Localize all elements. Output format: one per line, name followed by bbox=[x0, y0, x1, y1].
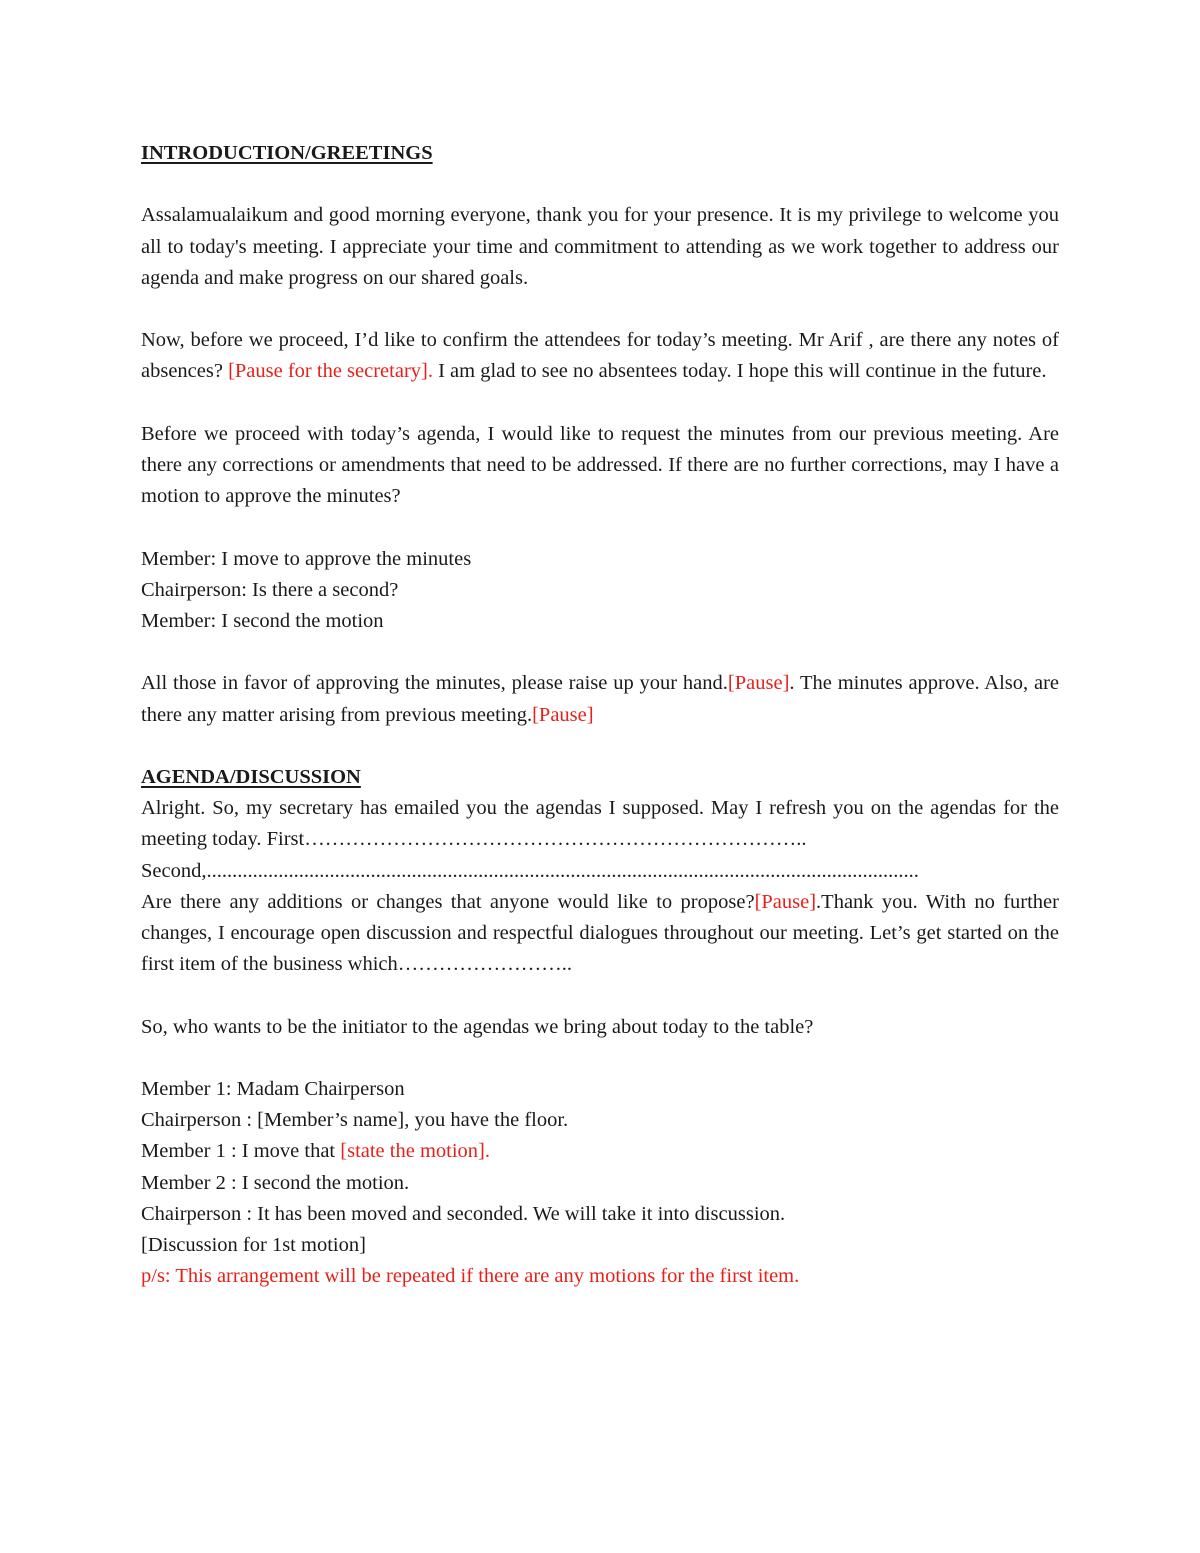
pause-secretary-note: [Pause for the secretary]. bbox=[228, 360, 433, 383]
changes-text-end: .Thank you. With no further changes, I encourage open discussion and respectful dialogues throughout our meeting. Let’s get started on the first item of the business which…………………….. bbox=[141, 890, 1059, 976]
agenda-paragraph-initiator: So, who wants to be the initiator to the agendas we bring about today to the table? bbox=[141, 1015, 814, 1038]
dialogue-line: Member: I second the motion bbox=[141, 609, 384, 632]
section-heading-introduction: INTRODUCTION/GREETINGS bbox=[141, 142, 433, 164]
dialogue-line: Member 2 : I second the motion. bbox=[141, 1171, 410, 1194]
attendance-text-start: Now, before we proceed, I’d like to confirm the attendees for today’s meeting. Mr Arif , are there any notes of absences? bbox=[141, 329, 1059, 383]
pause-note: [Pause] bbox=[754, 890, 817, 913]
agenda-paragraph-refresh: Alright. So, my secretary has emailed you the agendas I supposed. May I refresh you on the agendas for the meeting today. First……………………………………………………………….. bbox=[141, 797, 1059, 851]
motion-text: Member 1 : I move that bbox=[141, 1140, 341, 1163]
intro-paragraph-approval bbox=[141, 668, 1059, 730]
intro-paragraph-attendance bbox=[141, 325, 1059, 387]
dialogue-line: Chairperson: Is there a second? bbox=[141, 578, 399, 601]
approval-text-end: . The minutes approve. Also, are there any matter arising from previous meeting. bbox=[141, 672, 1060, 726]
attendance-text-end: I am glad to see no absentees today. I hope this will continue in the future. bbox=[432, 360, 1047, 383]
dialogue-line: Chairperson : It has been moved and seconded. We will take it into discussion. bbox=[141, 1202, 786, 1225]
agenda-second-line: Second,........................................................................................................................................... bbox=[141, 859, 919, 882]
intro-paragraph-welcome: Assalamualaikum and good morning everyone, thank you for your presence. It is my privilege to welcome you all to today's meeting. I appreciate your time and commitment to attending as we work together to address our agenda and make progress on our shared goals. bbox=[141, 204, 1059, 289]
repeat-arrangement-note: p/s: This arrangement will be repeated if there are any motions for the first item. bbox=[141, 1265, 800, 1288]
dialogue-line: Chairperson : [Member’s name], you have the floor. bbox=[141, 1109, 569, 1132]
dialogue-line: Member 1: Madam Chairperson bbox=[141, 1077, 405, 1100]
section-heading-agenda: AGENDA/DISCUSSION bbox=[141, 765, 361, 788]
intro-paragraph-minutes: Before we proceed with today’s agenda, I would like to request the minutes from our previous meeting. Are there any corrections or amendments that need to be addressed. If there are no further corrections, may I have a motion to approve the minutes? bbox=[141, 422, 1059, 508]
dialogue-line-motion bbox=[141, 1136, 1059, 1167]
agenda-paragraph-changes bbox=[141, 887, 1059, 981]
dialogue-line: Member: I move to approve the minutes bbox=[141, 547, 472, 570]
dialogue-line: [Discussion for 1st motion] bbox=[141, 1233, 366, 1256]
pause-note: [Pause] bbox=[727, 672, 790, 695]
pause-note: [Pause] bbox=[532, 703, 594, 726]
changes-text-start: Are there any additions or changes that anyone would like to propose? bbox=[141, 890, 755, 913]
state-motion-note: [state the motion]. bbox=[340, 1140, 490, 1163]
approval-text-start: All those in favor of approving the minutes, please raise up your hand. bbox=[141, 672, 728, 695]
document-page bbox=[141, 138, 1059, 1292]
